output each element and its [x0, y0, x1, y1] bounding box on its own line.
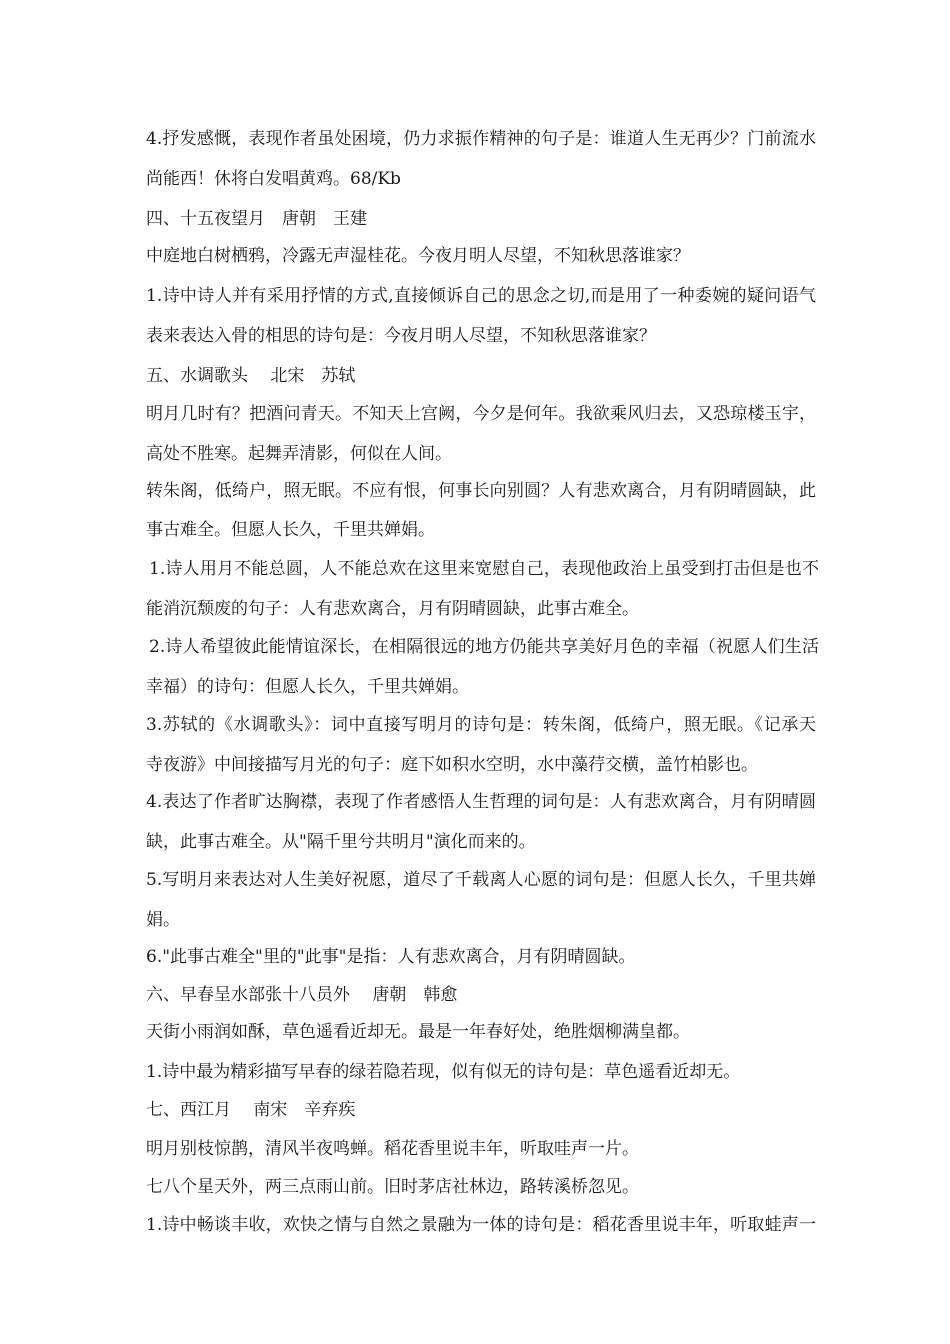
text-line: 5.写明月来表达对人生美好祝愿，道尽了千载离人心愿的词句是：但愿人长久，千里共婵	[146, 870, 816, 890]
section-heading: 四、十五夜望月 唐朝 王建	[146, 209, 367, 229]
text-line: 1.诗人用月不能总圆，人不能总欢在这里来宽慰自己，表现他政治上虽受到打击但是也不	[149, 559, 819, 579]
text-line: 转朱阁，低绮户，照无眠。不应有恨，何事长向别圆？人有悲欢离合，月有阴晴圆缺，此	[146, 481, 816, 501]
text-line: 1.诗中畅谈丰收，欢快之情与自然之景融为一体的诗句是：稻花香里说丰年，听取蛙声一	[146, 1215, 816, 1235]
text-line: 明月别枝惊鹊，清风半夜鸣蝉。稻花香里说丰年，听取哇声一片。	[146, 1139, 639, 1159]
text-line: 七八个星天外，两三点雨山前。旧时茅店社林边，路转溪桥忽见。	[146, 1177, 639, 1197]
section-heading: 五、水调歌头 北宋 苏轼	[146, 366, 356, 386]
text-line: 明月几时有？把酒问青天。不知天上宫阙，今夕是何年。我欲乘风归去，又恐琼楼玉宇，	[146, 404, 816, 424]
text-line: 1.诗中诗人并有采用抒情的方式,直接倾诉自己的思念之切,而是用了一种委婉的疑问语气	[146, 286, 816, 306]
text-line: 幸福）的诗句：但愿人长久，千里共婵娟。	[146, 677, 469, 697]
text-line: 4.表达了作者旷达胸襟，表现了作者感悟人生哲理的词句是：人有悲欢离合，月有阴晴圆	[146, 792, 816, 812]
text-line: 寺夜游》中间接描写月光的句子：庭下如积水空明，水中藻荇交横，盖竹柏影也。	[146, 755, 758, 775]
text-line: 事古难全。但愿人长久，千里共婵娟。	[146, 520, 435, 540]
text-line: 娟。	[146, 910, 180, 930]
text-line: 能消沉颓废的句子：人有悲欢离合，月有阴晴圆缺，此事古难全。	[146, 599, 639, 619]
text-line: 6."此事古难全"里的"此事"是指：人有悲欢离合，月有阴晴圆缺。	[146, 947, 636, 967]
text-line: 天街小雨润如酥，草色遥看近却无。最是一年春好处，绝胜烟柳满皇都。	[146, 1022, 690, 1042]
text-line: 1.诗中最为精彩描写早春的绿若隐若现，似有似无的诗句是：草色遥看近却无。	[146, 1062, 741, 1082]
text-line: 中庭地白树栖鸦，冷露无声湿桂花。今夜月明人尽望，不知秋思落谁家？	[146, 246, 690, 266]
text-line: 尚能西！休将白发唱黄鸡。68/Kb	[146, 169, 401, 189]
text-line: 3.苏轼的《水调歌头》：词中直接写明月的诗句是：转朱阁，低绮户，照无眠。《记承天	[146, 715, 816, 735]
text-line: 缺，此事古难全。从"隔千里兮共明月"演化而来的。	[146, 832, 536, 852]
text-line: 高处不胜寒。起舞弄清影，何似在人间。	[146, 444, 452, 464]
text-line: 表来表达入骨的相思的诗句是：今夜月明人尽望，不知秋思落谁家？	[146, 326, 656, 346]
text-line: 4.抒发感慨，表现作者虽处困境，仍力求振作精神的句子是：谁道人生无再少？门前流水	[146, 129, 816, 149]
section-heading: 七、西江月 南宋 辛弃疾	[146, 1100, 356, 1120]
section-heading: 六、早春呈水部张十八员外 唐朝 韩愈	[146, 985, 458, 1005]
text-line: 2.诗人希望彼此能情谊深长，在相隔很远的地方仍能共享美好月色的幸福（祝愿人们生活	[149, 637, 819, 657]
